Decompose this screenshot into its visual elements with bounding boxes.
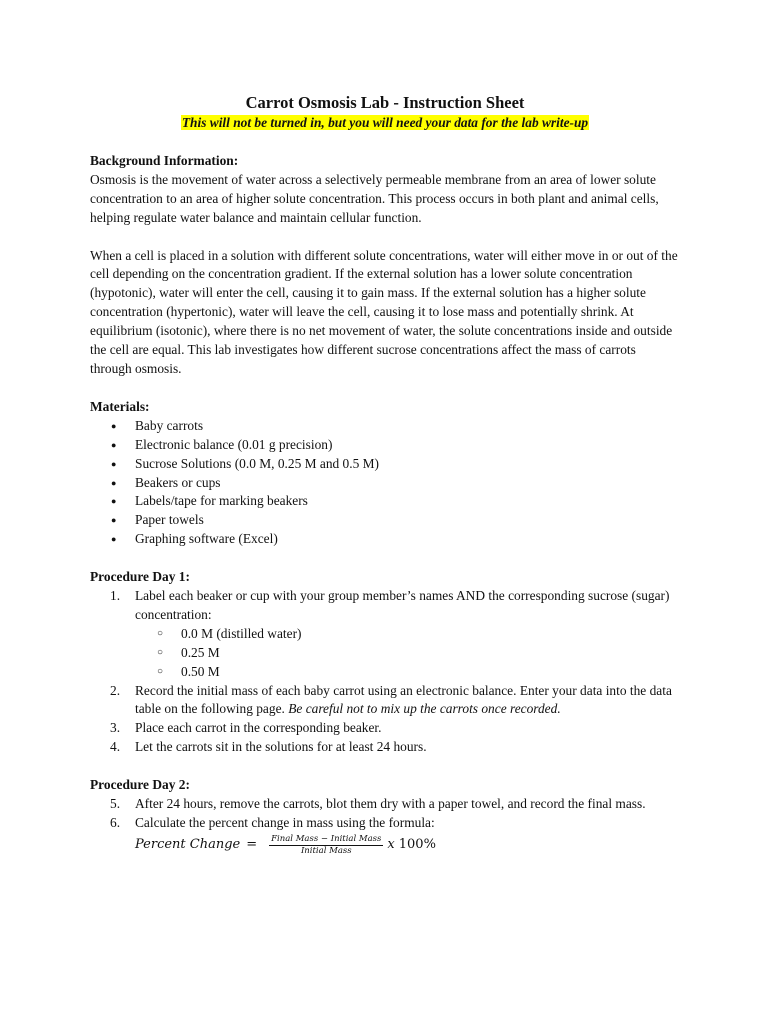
list-item: ● Sucrose Solutions (0.0 M, 0.25 M and 0.5 M)	[90, 455, 680, 474]
procedure-step	[90, 738, 680, 757]
list-item: ● Baby carrots	[90, 417, 680, 436]
formula-multiplier: x	[387, 836, 395, 852]
page-title: Carrot Osmosis Lab - Instruction Sheet	[245, 93, 525, 112]
step-number: 3.	[110, 720, 121, 736]
procedure-step	[90, 587, 680, 682]
procedure-day1-heading: Procedure Day 1:	[90, 569, 190, 585]
list-item: ● Electronic balance (0.01 g precision)	[90, 436, 680, 455]
formula-numerator: Final Mass − Initial Mass	[271, 833, 382, 844]
formula-equals: =	[246, 836, 258, 852]
step-number: 6.	[110, 815, 121, 830]
document-page	[90, 92, 680, 857]
materials-heading: Materials:	[90, 398, 150, 414]
procedure-step	[90, 682, 680, 720]
background-heading: Background Information:	[90, 152, 239, 168]
procedure-day2-list	[90, 795, 680, 857]
procedure-day1-list	[90, 587, 680, 757]
procedure-step	[90, 719, 680, 738]
step-number: 5.	[110, 796, 121, 812]
step-text: Label each beaker or cup with your group member’s names AND the corresponding sucrose (sugar) concentration:	[135, 588, 670, 622]
list-item: ● Labels/tape for marking beakers	[90, 492, 680, 511]
background-paragraph-2: When a cell is placed in a solution with different solute concentrations, water will either move in or out of the cell depending on the concentration gradient. If the external solution has a lower solute concentration (hypotonic), water will enter the cell, causing it to gain mass. If the external solution has a higher solute concentration (hypertonic), water will leave the cell, causing it to lose mass and potentially shrink. At equilibrium (isotonic), where there is no net movement of water, the solute concentrations inside and outside the cell are equal. This lab investigates how different sucrose concentrations affect the mass of carrots through osmosis.	[90, 247, 678, 376]
concentration-list	[135, 625, 680, 682]
step-text: Let the carrots sit in the solutions for at least 24 hours.	[135, 739, 427, 755]
step-text: Calculate the percent change in mass using the formula:	[135, 815, 435, 830]
formula-fraction	[269, 834, 383, 857]
step-number: 1.	[110, 588, 121, 604]
materials-list	[90, 417, 680, 549]
subtitle-row	[90, 114, 680, 133]
step-number: 2.	[110, 682, 121, 698]
procedure-step	[90, 814, 680, 857]
step-text: Place each carrot in the corresponding beaker.	[135, 720, 382, 736]
list-item: ○ 0.25 M	[90, 644, 680, 663]
step-text: Record the initial mass of each baby carrot using an electronic balance. Enter your data into the data table on the following page.	[135, 682, 672, 717]
list-item: ○ 0.50 M	[90, 663, 680, 682]
procedure-step	[90, 795, 680, 814]
formula-lhs: Percent Change	[135, 836, 241, 852]
list-item: ● Graphing software (Excel)	[90, 530, 680, 549]
list-item: ● Paper towels	[90, 511, 680, 530]
list-item: ○ 0.0 M (distilled water)	[90, 625, 680, 644]
background-paragraph-1: Osmosis is the movement of water across a selectively permeable membrane from an area of lower solute concentration to an area of higher solute concentration. This process occurs in both plant and animal cells, helping regulate water balance and maintain cellular function.	[90, 171, 659, 225]
highlighted-subtitle: This will not be turned in, but you will need your data for the lab write-up	[181, 115, 589, 130]
formula-denominator: Initial Mass	[300, 845, 352, 856]
step-emphasis: Be careful not to mix up the carrots once recorded.	[288, 701, 561, 717]
step-number: 4.	[110, 739, 121, 755]
procedure-day2-heading: Procedure Day 2:	[90, 777, 190, 793]
percent-change-formula	[135, 834, 680, 857]
list-item: ● Beakers or cups	[90, 474, 680, 493]
formula-percent: 100%	[398, 836, 436, 852]
step-text: After 24 hours, remove the carrots, blot them dry with a paper towel, and record the final mass.	[135, 796, 646, 812]
